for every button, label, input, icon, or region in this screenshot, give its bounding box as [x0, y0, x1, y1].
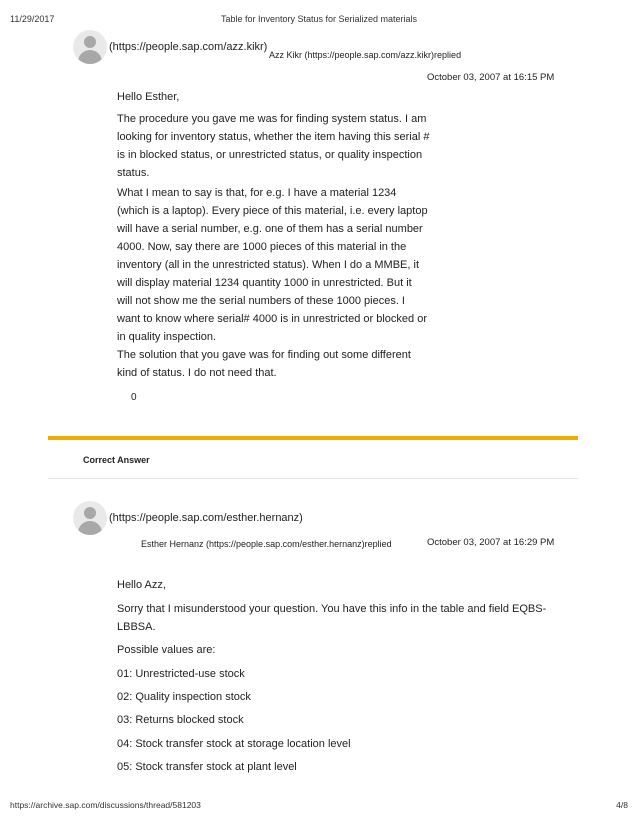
correct-answer-label: Correct Answer	[83, 455, 150, 465]
value-item-02: 02: Quality inspection stock	[117, 691, 251, 703]
value-item-04: 04: Stock transfer stock at storage location level	[117, 738, 351, 750]
post-timestamp: October 03, 2007 at 16:29 PM	[427, 537, 555, 548]
value-item-05: 05: Stock transfer stock at plant level	[117, 761, 297, 773]
avatar-icon[interactable]	[73, 501, 107, 535]
author-replied-link[interactable]: Esther Hernanz (https://people.sap.com/esther.hernanz)replied	[141, 539, 392, 549]
print-page-number: 4/8	[616, 800, 628, 810]
post-paragraph-3: The solution that you gave was for finding out some different kind of status. I do not need that.	[117, 349, 411, 379]
post-paragraph-1: The procedure you gave me was for finding system status. I am looking for inventory status, whether the item having this serial # is in blocked status, or unrestricted status, or quality inspection status.	[117, 113, 430, 179]
possible-values-label: Possible values are:	[117, 644, 216, 656]
avatar-icon[interactable]	[73, 30, 107, 64]
print-title: Table for Inventory Status for Serialized materials	[220, 14, 418, 24]
like-count[interactable]: 0	[131, 392, 137, 403]
value-item-01: 01: Unrestricted-use stock	[117, 668, 245, 680]
value-item-03: 03: Returns blocked stock	[117, 714, 244, 726]
author-profile-link[interactable]: (https://people.sap.com/esther.hernanz)	[109, 512, 303, 524]
print-date: 11/29/2017	[10, 14, 55, 24]
author-replied-link[interactable]: Azz Kikr (https://people.sap.com/azz.kikr)replied	[269, 50, 462, 60]
divider	[48, 478, 578, 479]
print-url: https://archive.sap.com/discussions/thread/581203	[10, 800, 201, 810]
post-timestamp: October 03, 2007 at 16:15 PM	[427, 72, 555, 83]
correct-answer-bar	[48, 436, 578, 440]
post-greeting: Hello Azz,	[117, 579, 166, 591]
post-paragraph-2: What I mean to say is that, for e.g. I have a material 1234 (which is a laptop). Every piece of this material, i.e. every laptop will have a serial number, e.g. one of them has a serial number 4000. Now, say there are 1000 pieces of this material in the inventory (all in the unrestricted status). When I do a MMBE, it will display material 1234 quantity 1000 in unrestricted. But it will not show me the serial numbers of these 1000 pieces. I want to know where serial# 4000 is in unrestricted or blocked or in quality inspection.	[117, 187, 428, 343]
post-paragraph-1: Sorry that I misunderstood your question. You have this info in the table and field EQBS- LBBSA.	[117, 603, 547, 633]
author-profile-link[interactable]: (https://people.sap.com/azz.kikr)	[109, 41, 268, 53]
post-greeting: Hello Esther,	[117, 91, 180, 103]
